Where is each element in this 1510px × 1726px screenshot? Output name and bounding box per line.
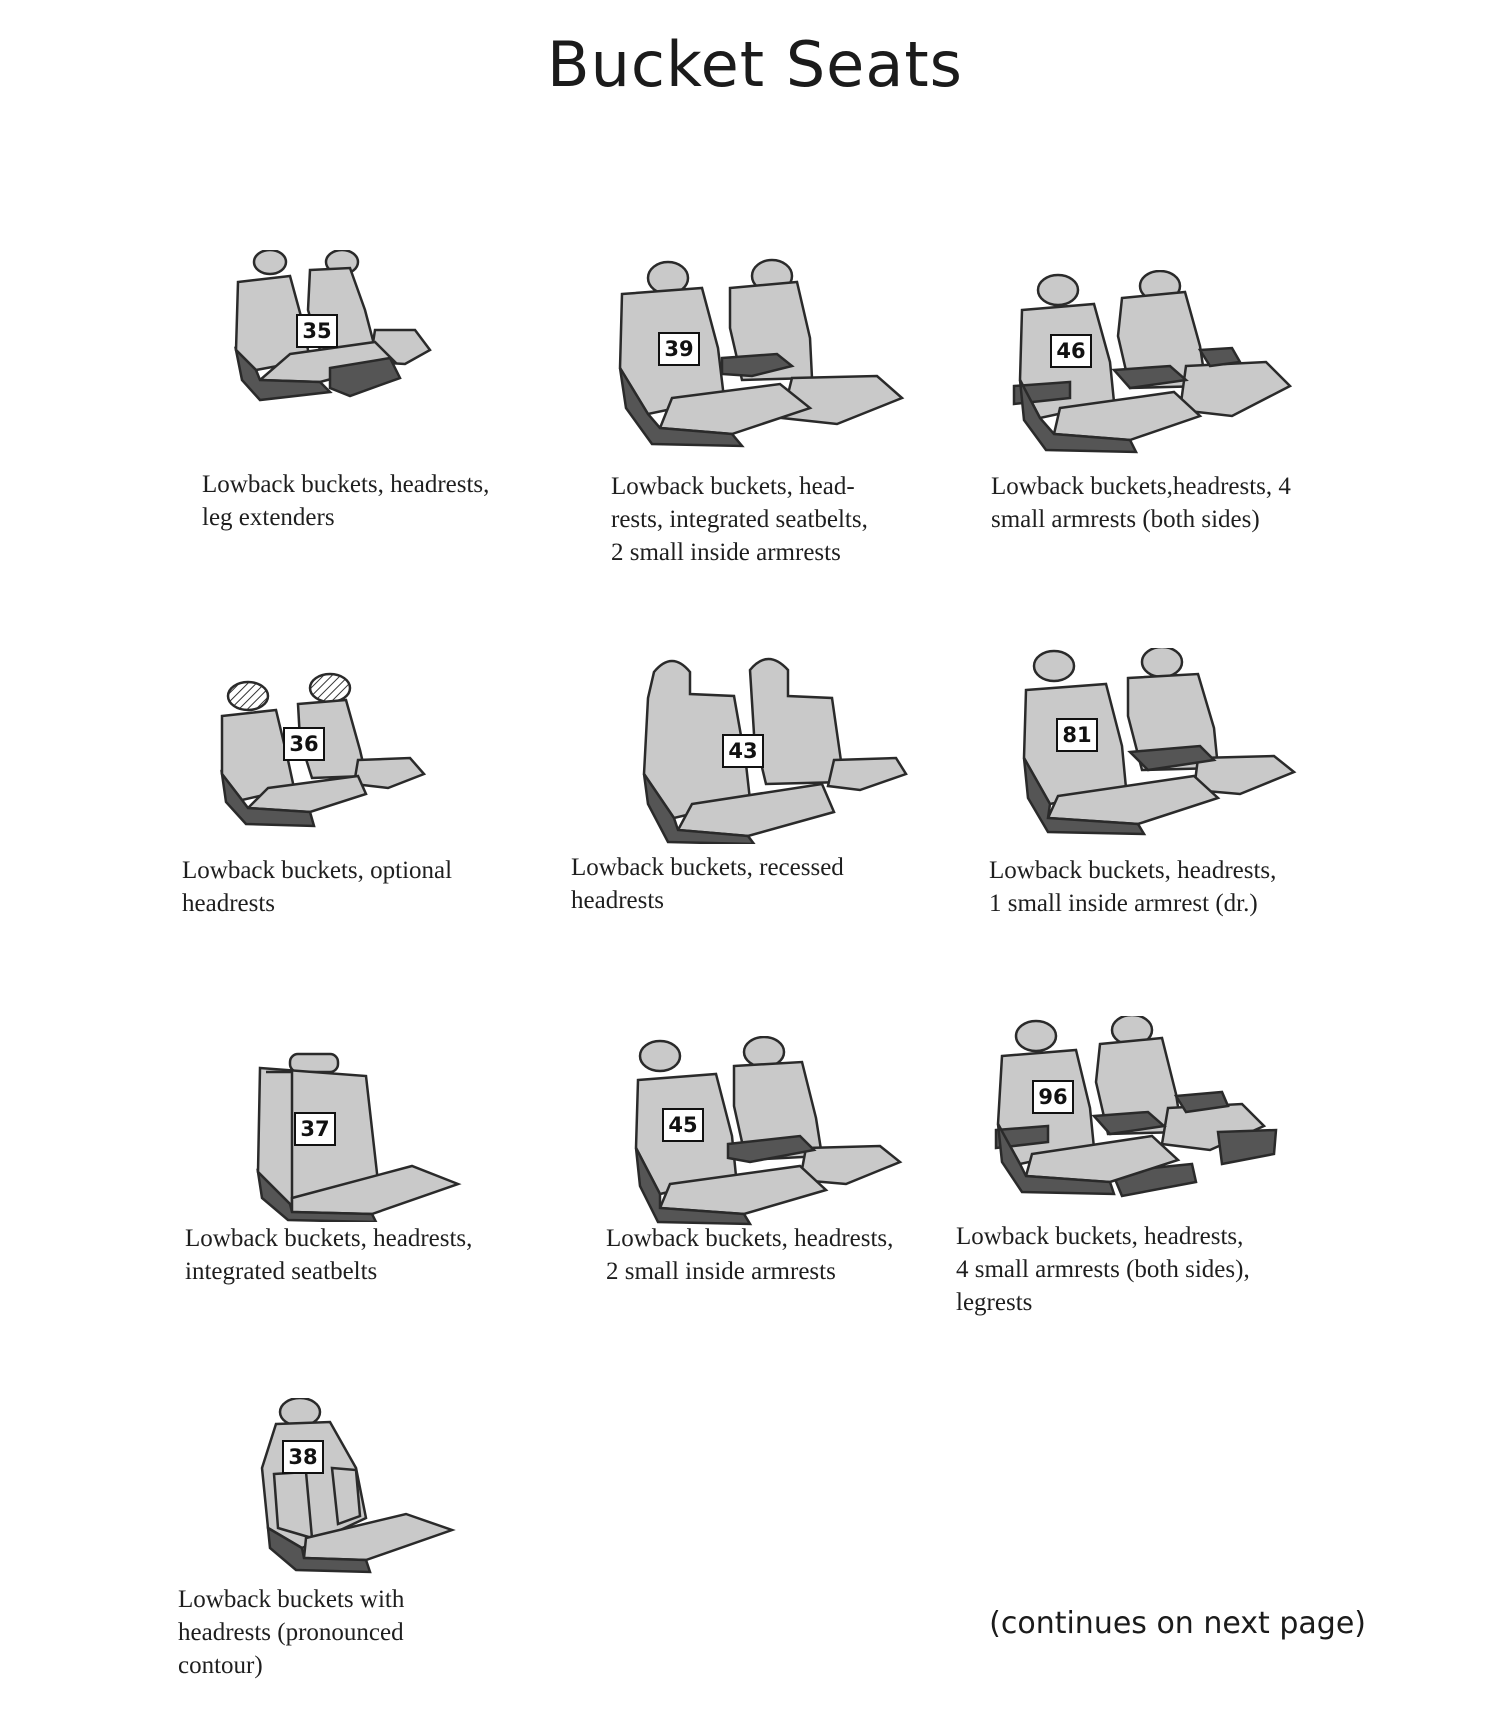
caption-line: Lowback buckets, headrests, <box>989 857 1277 884</box>
caption-line: leg extenders <box>202 504 335 531</box>
seat-illustration-35 <box>230 250 460 420</box>
seat-number-badge: 37 <box>294 1112 336 1146</box>
caption-line: 4 small armrests (both sides), <box>956 1256 1250 1283</box>
seat-number-badge: 35 <box>296 314 338 348</box>
caption-line: Lowback buckets,headrests, 4 <box>991 473 1291 500</box>
caption-line: Lowback buckets, optional <box>182 857 453 884</box>
caption-line: headrests <box>571 887 665 914</box>
seat-number-badge: 43 <box>722 734 764 768</box>
caption-line: Lowback buckets, recessed <box>571 854 844 881</box>
seat-illustration-39 <box>612 258 912 448</box>
seat-caption-46 <box>991 470 1291 536</box>
seat-number-badge: 96 <box>1032 1080 1074 1114</box>
caption-line: 1 small inside armrest (dr.) <box>989 890 1258 917</box>
seat-caption-96 <box>956 1220 1250 1319</box>
seat-illustration-38 <box>256 1398 456 1574</box>
seat-number-badge: 46 <box>1050 334 1092 368</box>
seat-caption-43 <box>571 851 844 917</box>
seat-caption-45 <box>606 1222 893 1288</box>
seat-number-badge: 39 <box>658 332 700 366</box>
caption-line: Lowback buckets with <box>178 1586 405 1613</box>
seat-number-badge: 38 <box>282 1440 324 1474</box>
caption-line: small armrests (both sides) <box>991 506 1260 533</box>
caption-line: integrated seatbelts <box>185 1258 378 1285</box>
seat-number-badge: 45 <box>662 1108 704 1142</box>
page-title: Bucket Seats <box>547 28 963 101</box>
caption-line: legrests <box>956 1289 1033 1316</box>
continues-note: (continues on next page) <box>989 1606 1366 1641</box>
caption-line: Lowback buckets, headrests, <box>185 1225 473 1252</box>
caption-line: headrests <box>182 890 276 917</box>
caption-line: 2 small inside armrests <box>611 539 841 566</box>
caption-line: Lowback buckets, headrests, <box>956 1223 1244 1250</box>
caption-line: contour) <box>178 1652 263 1679</box>
caption-line: Lowback buckets, head- <box>611 473 855 500</box>
seat-caption-36 <box>182 854 452 920</box>
seat-caption-37 <box>185 1222 472 1288</box>
seat-number-badge: 81 <box>1056 718 1098 752</box>
seat-illustration-96 <box>992 1016 1282 1216</box>
caption-line: 2 small inside armrests <box>606 1258 836 1285</box>
seat-illustration-43 <box>638 654 908 844</box>
seat-caption-35 <box>202 468 489 534</box>
caption-line: Lowback buckets, headrests, <box>606 1225 894 1252</box>
seat-caption-38 <box>178 1583 404 1682</box>
caption-line: headrests (pronounced <box>178 1619 404 1646</box>
caption-line: Lowback buckets, headrests, <box>202 471 490 498</box>
seat-caption-39 <box>611 470 868 569</box>
seat-illustration-37 <box>252 1052 462 1222</box>
caption-line: rests, integrated seatbelts, <box>611 506 868 533</box>
seat-caption-81 <box>989 854 1276 920</box>
seat-number-badge: 36 <box>283 727 325 761</box>
